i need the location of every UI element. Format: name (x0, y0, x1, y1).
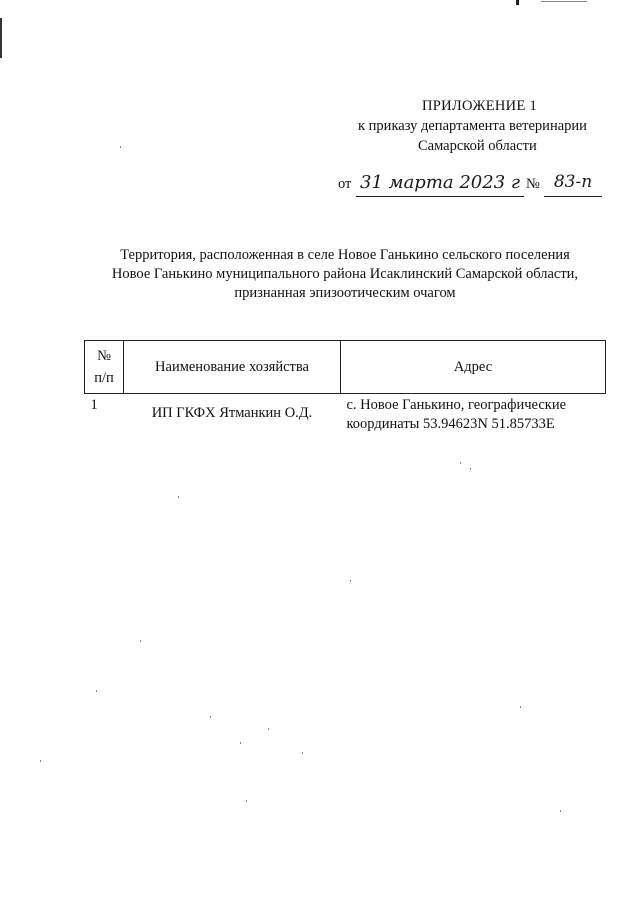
scan-speck (178, 496, 179, 498)
scan-speck (96, 690, 97, 692)
title-line-3: признанная эпизоотическим очагом (234, 285, 456, 301)
scan-speck (560, 810, 561, 812)
scan-speck (516, 0, 519, 5)
handwritten-date: 31 марта 2023 г (356, 172, 524, 197)
scan-speck (350, 580, 351, 582)
handwritten-number: 83-п (544, 172, 602, 197)
scan-speck (470, 468, 471, 470)
row-farm-name: ИП ГКФХ Ятманкин О.Д. (151, 405, 313, 421)
scan-speck (302, 752, 303, 754)
scan-speck (520, 706, 521, 708)
scan-speck (268, 728, 269, 730)
number-label: № (526, 176, 540, 192)
scan-speck (120, 146, 121, 148)
scan-speck (240, 742, 241, 744)
scan-line (541, 1, 587, 2)
title-line-1: Территория, расположенная в селе Новое Ганькино сельского поселения (120, 247, 570, 263)
appendix-region: Самарской области (418, 138, 537, 154)
farms-table (84, 340, 606, 434)
order-date-number (338, 172, 608, 198)
row-number: 1 (90, 397, 98, 413)
table-row (85, 394, 606, 435)
scan-edge-mark (0, 18, 2, 58)
header-address: Адрес (341, 341, 606, 394)
scan-speck (246, 800, 247, 802)
header-farm-name: Наименование хозяйства (124, 341, 341, 394)
appendix-header (300, 96, 620, 156)
date-prefix: от (338, 176, 352, 192)
appendix-order-ref: к приказу департамента ветеринарии (358, 118, 587, 134)
document-title (60, 246, 630, 303)
row-address: с. Новое Ганькино, географические координаты 53.94623N 51.85733E (346, 397, 567, 432)
scan-speck (460, 462, 461, 464)
appendix-title: ПРИЛОЖЕНИЕ 1 (422, 98, 538, 114)
scan-speck (210, 716, 211, 718)
scan-speck (140, 640, 141, 642)
header-number: № п/п (85, 341, 124, 394)
table-header-row (85, 341, 606, 394)
scan-speck (40, 760, 41, 762)
title-line-2: Новое Ганькино муниципального района Исаклинский Самарской области, (111, 266, 579, 282)
